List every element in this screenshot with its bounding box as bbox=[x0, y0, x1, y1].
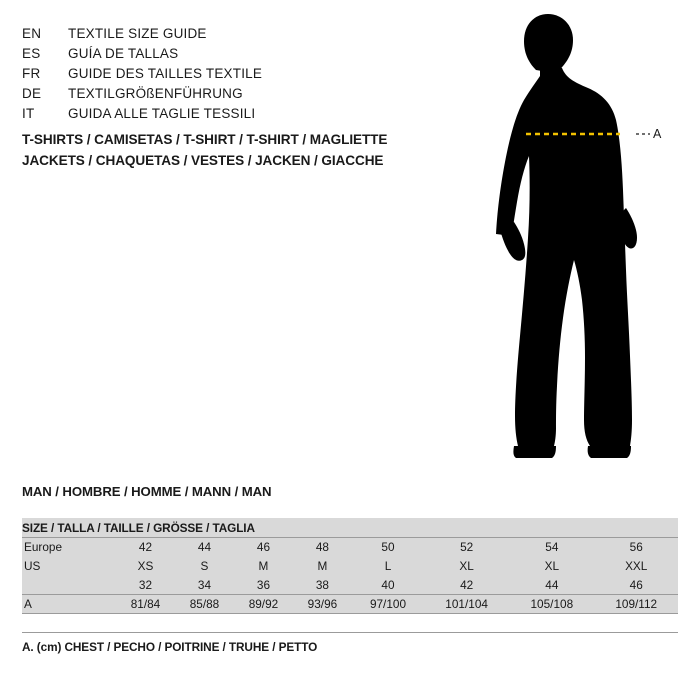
cell-a-5: 101/104 bbox=[424, 594, 509, 613]
cell-us-2: M bbox=[234, 556, 293, 575]
cell-us-0: XS bbox=[116, 556, 175, 575]
table-header-row bbox=[22, 518, 678, 537]
cell-a-0: 81/84 bbox=[116, 594, 175, 613]
table-row bbox=[22, 594, 678, 613]
cell-europe-5: 52 bbox=[424, 537, 509, 556]
row-label-a: A bbox=[22, 594, 116, 613]
language-code-de: DE bbox=[22, 86, 42, 101]
category-block bbox=[22, 129, 472, 171]
language-row-it bbox=[22, 104, 442, 124]
table-rule-bottom bbox=[22, 632, 678, 633]
cell-europe-6: 54 bbox=[509, 537, 594, 556]
table-row bbox=[22, 575, 678, 594]
cell-a-7: 109/112 bbox=[594, 594, 678, 613]
cell-numeric-6: 44 bbox=[509, 575, 594, 594]
language-code-fr: FR bbox=[22, 66, 41, 81]
cell-us-5: XL bbox=[424, 556, 509, 575]
cell-a-1: 85/88 bbox=[175, 594, 234, 613]
man-section-heading: MAN / HOMBRE / HOMME / MANN / MAN bbox=[22, 484, 272, 499]
cell-us-7: XXL bbox=[594, 556, 678, 575]
language-text-es: GUÍA DE TALLAS bbox=[68, 46, 179, 61]
table-header-cell: SIZE / TALLA / TAILLE / GRÖSSE / TAGLIA bbox=[22, 518, 678, 537]
language-code-it: IT bbox=[22, 106, 35, 121]
cell-europe-3: 48 bbox=[293, 537, 352, 556]
row-label-us: US bbox=[22, 556, 116, 575]
measure-label-a: A bbox=[653, 127, 662, 141]
table-row bbox=[22, 556, 678, 575]
size-table-wrapper bbox=[22, 518, 678, 613]
table-rule-lower bbox=[22, 613, 678, 614]
language-code-en: EN bbox=[22, 26, 42, 41]
cell-numeric-0: 32 bbox=[116, 575, 175, 594]
table-row bbox=[22, 537, 678, 556]
language-text-fr: GUIDE DES TAILLES TEXTILE bbox=[68, 66, 263, 81]
language-text-it: GUIDA ALLE TAGLIE TESSILI bbox=[68, 106, 256, 121]
table-rule-middle bbox=[22, 594, 678, 595]
cell-numeric-4: 40 bbox=[352, 575, 424, 594]
cell-numeric-5: 42 bbox=[424, 575, 509, 594]
cell-us-4: L bbox=[352, 556, 424, 575]
cell-us-3: M bbox=[293, 556, 352, 575]
cell-europe-1: 44 bbox=[175, 537, 234, 556]
cell-europe-0: 42 bbox=[116, 537, 175, 556]
category-line-tshirts: T-SHIRTS / CAMISETAS / T-SHIRT / T-SHIRT / MAGLIETTE bbox=[22, 132, 388, 147]
language-row-de bbox=[22, 84, 442, 104]
cell-numeric-7: 46 bbox=[594, 575, 678, 594]
size-table bbox=[22, 518, 678, 613]
language-text-de: TEXTILGRÖßENFÜHRUNG bbox=[68, 86, 243, 101]
row-label-numeric bbox=[22, 575, 116, 594]
table-rule-top bbox=[22, 537, 678, 538]
man-silhouette-figure bbox=[470, 8, 700, 468]
cell-us-6: XL bbox=[509, 556, 594, 575]
footnote-chest: A. (cm) CHEST / PECHO / POITRINE / TRUHE / PETTO bbox=[22, 640, 318, 654]
cell-us-1: S bbox=[175, 556, 234, 575]
language-row-fr bbox=[22, 64, 442, 84]
language-row-en bbox=[22, 24, 442, 44]
cell-a-2: 89/92 bbox=[234, 594, 293, 613]
cell-a-4: 97/100 bbox=[352, 594, 424, 613]
row-label-europe: Europe bbox=[22, 537, 116, 556]
cell-numeric-1: 34 bbox=[175, 575, 234, 594]
language-code-es: ES bbox=[22, 46, 41, 61]
cell-numeric-3: 38 bbox=[293, 575, 352, 594]
cell-a-6: 105/108 bbox=[509, 594, 594, 613]
cell-europe-7: 56 bbox=[594, 537, 678, 556]
language-text-en: TEXTILE SIZE GUIDE bbox=[68, 26, 207, 41]
cell-europe-2: 46 bbox=[234, 537, 293, 556]
cell-a-3: 93/96 bbox=[293, 594, 352, 613]
language-row-es bbox=[22, 44, 442, 64]
cell-numeric-2: 36 bbox=[234, 575, 293, 594]
language-title-block bbox=[22, 24, 442, 124]
category-line-jackets: JACKETS / CHAQUETAS / VESTES / JACKEN / GIACCHE bbox=[22, 153, 384, 168]
cell-europe-4: 50 bbox=[352, 537, 424, 556]
